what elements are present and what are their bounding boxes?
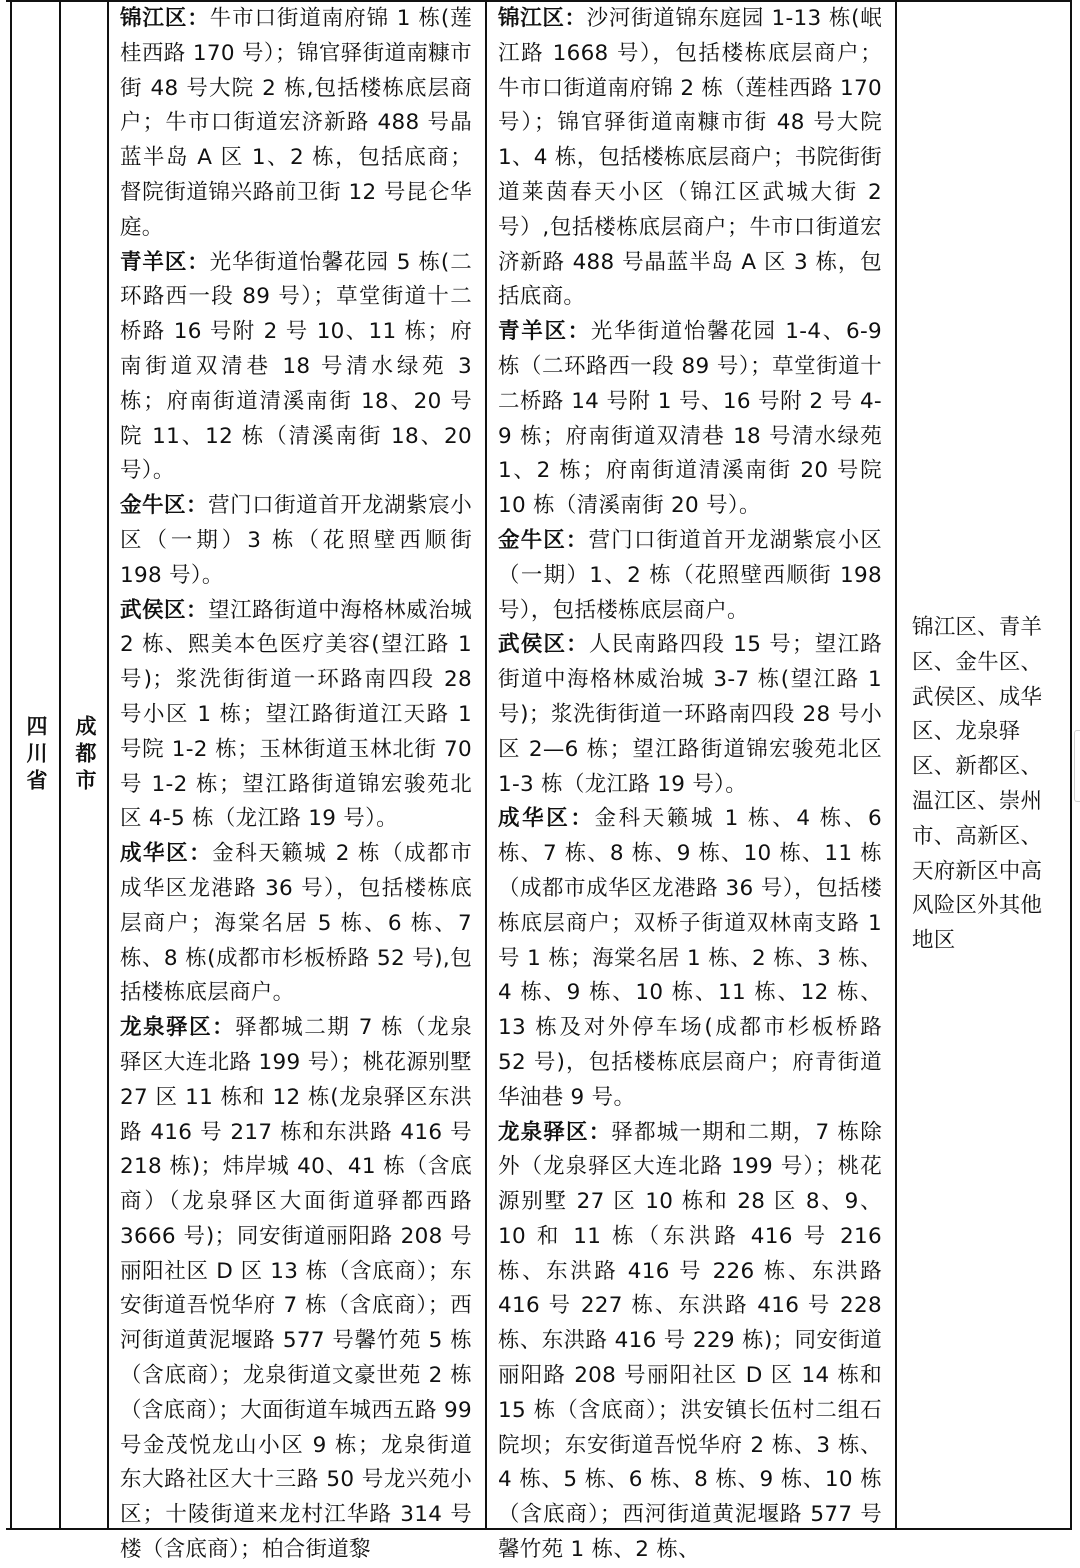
table-border-left — [10, 0, 12, 1530]
table-border-right — [1070, 0, 1072, 1530]
table-divider — [895, 0, 897, 1530]
district-entry — [120, 1011, 472, 1568]
province-text: 四川省 — [24, 715, 48, 796]
district-text: 金科天籁城 1 栋、4 栋、6 栋、7 栋、8 栋、9 栋、10 栋、11 栋（成都市成华区龙港路 36 号），包括楼栋底层商户；双桥子街道双林南支路 1 号 1 栋；海棠名居 1 栋、2 栋、3 栋、4 栋、9 栋、10 栋、11 栋、12 栋、13 栋及对外停车场(成都市杉板桥路 52 号)，包括楼栋底层商户；府青街道华油巷 9 号。 — [498, 806, 882, 1110]
district-text: 沙河街道锦东庭园 1-13 栋(岷江路 1668 号），包括楼栋底层商户；牛市口街道南府锦 2 栋（莲桂西路 170 号）；锦官驿街道南糠市街 48 号大院 1、4 栋，包括楼栋底层商户；书院街街道莱茵春天小区（锦江区武城大街 2 号）,包括楼栋底层商户；牛市口街道宏济新路 488 号晶蓝半岛 A 区 3 栋，包括底商。 — [498, 6, 883, 310]
low-risk-column — [912, 611, 1062, 959]
district-text: 金科天籁城 2 栋（成都市成华区龙港路 36 号），包括楼栋底层商户；海棠名居 5 栋、6 栋、7 栋、8 栋(成都市杉板桥路 52 号),包括楼栋底层商户。 — [120, 841, 473, 1006]
district-label: 武侯区： — [498, 632, 589, 658]
district-text: 营门口街道首开龙湖紫宸小区（一期）1、2 栋（花照壁西顺街 198 号），包括楼栋底层商户。 — [498, 527, 883, 623]
district-entry — [120, 594, 472, 838]
city-cell — [69, 715, 99, 805]
district-text: 营门口街道首开龙湖紫宸小区（一期）3 栋（花照壁西顺街 198 号）。 — [120, 493, 473, 588]
table-divider — [59, 0, 61, 1530]
district-label: 龙泉驿区： — [120, 1015, 236, 1041]
district-entry — [120, 489, 472, 593]
district-text: 光华街道怡馨花园 5 栋(二环路西一段 89 号）；草堂街道十二桥路 16 号附 2 号 10、11 栋；府南街道双清巷 18 号清水绿苑 3 栋；府南街道清溪南街 18、20 号院 11、12 栋（清溪南街 18、20 号）。 — [120, 249, 473, 484]
high-risk-column — [120, 2, 472, 1568]
district-text: 牛市口街道南府锦 1 栋(莲桂西路 170 号）；锦官驿街道南糠市街 48 号大院 2 栋,包括楼栋底层商户；牛市口街道宏济新路 488 号晶蓝半岛 A 区 1、2 栋，包括底商；督院街道锦兴路前卫街 12 号昆仑华庭。 — [120, 6, 473, 240]
district-entry — [498, 2, 882, 315]
district-entry — [498, 315, 882, 524]
district-entry — [498, 628, 882, 802]
district-entry — [498, 1116, 882, 1568]
district-text: 望江路街道中海格林威治城 2 栋、熙美本色医疗美容(望江路 1 号)；浆洗街街道一环路南四段 28 号小区 1 栋；望江路街道江天路 1 号院 1-2 栋；玉林街道玉林北街 70 号 1-2 栋；望江路街道锦宏骏苑北区 4-5 栋（龙江路 19 号）。 — [120, 597, 473, 832]
district-label: 龙泉驿区： — [498, 1119, 612, 1145]
district-label: 金牛区： — [120, 493, 209, 519]
district-label: 成华区： — [120, 841, 213, 867]
district-text: 人民南路四段 15 号；望江路街道中海格林威治城 3-7 栋(望江路 1 号)；浆洗街街道一环路南四段 28 号小区 2—6 栋；望江路街道锦宏骏苑北区 1-3 栋（龙江路 19 号）。 — [498, 632, 883, 797]
district-label: 武侯区： — [120, 597, 209, 623]
district-label: 青羊区： — [498, 319, 591, 345]
city-text: 成都市 — [73, 715, 97, 796]
district-label: 锦江区： — [498, 6, 587, 31]
district-text: 驿都城二期 7 栋（龙泉驿区大连北路 199 号）；桃花源别墅 27 区 11 栋和 12 栋(龙泉驿区东洪路 416 号 217 栋和东洪路 416 号 218 栋)；炜岸城 40、41 栋（含底商）（龙泉驿区大面街道驿都西路 3666 号)；同安街道丽阳路 208 号丽阳社区 D 区 13 栋（含底商）；东安街道吾悦华府 7 栋（含底商）；西河街道黄泥堰路 577 号馨竹苑 5 栋（含底商）；龙泉街道文豪世苑 2 栋（含底商）；大面街道车城西五路 99 号金茂悦龙山小区 9 栋；龙泉街道东大路社区大十三路 50 号龙兴苑小区；十陵街道来龙村江华路 314 号楼（含底商）；柏合街道黎 — [120, 1015, 472, 1563]
district-text: 光华街道怡馨花园 1-4、6-9 栋（二环路西一段 89 号）；草堂街道十二桥路 14 号附 1 号、16 号附 2 号 4-9 栋；府南街道双清巷 18 号清水绿苑 1、2 栋；府南街道清溪南街 20 号院 10 栋（清溪南街 20 号）。 — [498, 319, 882, 519]
district-entry — [498, 802, 882, 1115]
district-label: 锦江区： — [120, 6, 210, 31]
low-risk-text: 锦江区、青羊区、金牛区、武侯区、成华区、龙泉驿区、新都区、温江区、崇州市、高新区、天府新区中高风险区外其他地区 — [912, 615, 1043, 954]
table-divider — [107, 0, 109, 1530]
district-label: 青羊区： — [120, 249, 210, 275]
scroll-edge-marker — [1074, 730, 1080, 802]
district-entry — [120, 246, 472, 490]
district-label: 成华区： — [498, 806, 595, 832]
district-text: 驿都城一期和二期，7 栋除外（龙泉驿区大连北路 199 号）；桃花源别墅 27 区 10 栋和 28 区 8、9、10 和 11 栋（东洪路 416 号 216 栋、东洪路 416 号 226 栋、东洪路 416 号 227 栋、东洪路 416 号 228 栋、东洪路 416 号 229 栋)；同安街道丽阳路 208 号丽阳社区 D 区 14 栋和 15 栋（含底商）；洪安镇长伍村二组石院坝；东安街道吾悦华府 2 栋、3 栋、4 栋、5 栋、6 栋、8 栋、9 栋、10 栋（含底商）；西河街道黄泥堰路 577 号馨竹苑 1 栋、2 栋、 — [498, 1119, 882, 1563]
district-label: 金牛区： — [498, 527, 589, 553]
province-cell — [20, 715, 50, 805]
table-divider — [485, 0, 487, 1530]
medium-risk-column — [498, 2, 882, 1568]
district-entry — [120, 837, 472, 1011]
district-entry — [498, 524, 882, 628]
district-entry — [120, 2, 472, 246]
